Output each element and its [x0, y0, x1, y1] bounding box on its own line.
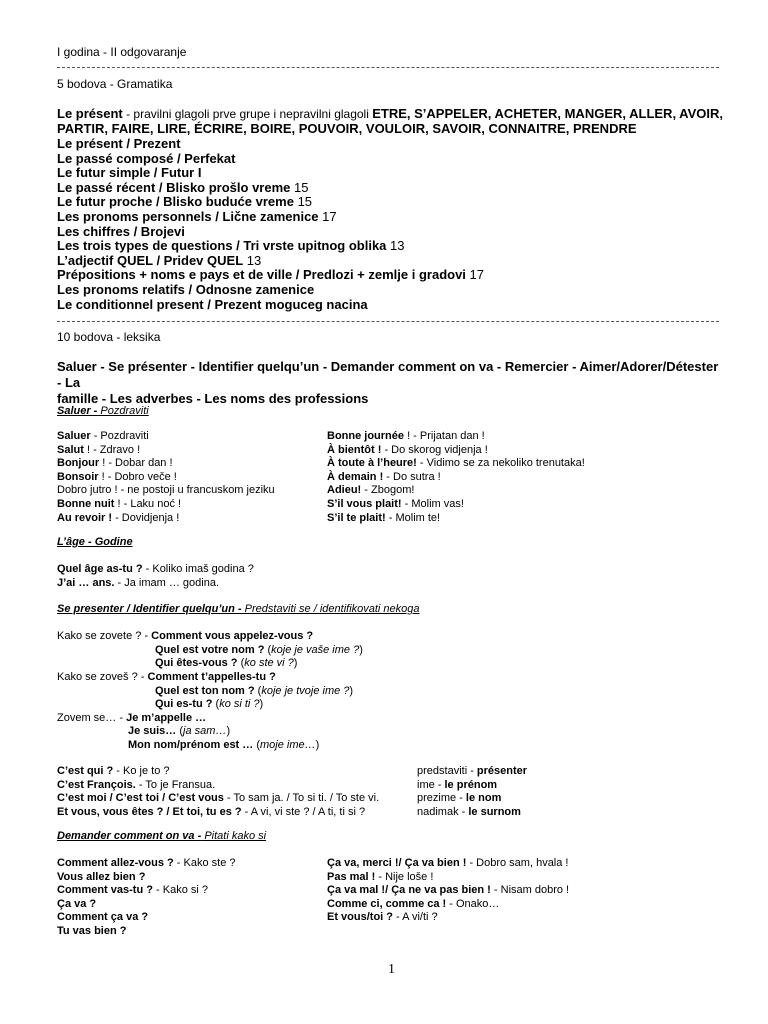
- commentva-title: Demander comment on va - Pitati kako si: [57, 830, 267, 842]
- lexicon-heading: 10 bodova - leksika: [57, 330, 161, 344]
- phrase-row: Bonjour ! - Dobar dan !: [57, 457, 173, 470]
- presenter-line: Kako se zoveš ? - Comment t’appelles-tu ?: [57, 671, 276, 683]
- phrase-row: Bonsoir ! - Dobro veče !: [57, 470, 177, 483]
- presenter-title: Se presenter / Identifier quelqu’un - Predstaviti se / identifikovati nekoga: [57, 603, 420, 615]
- phrase-row: À demain ! - Do sutra !: [327, 470, 441, 483]
- grammar-item: Le conditionnel present / Prezent moguceg nacina: [57, 296, 368, 312]
- grammar-item: Prépositions + noms e pays et de ville / Predlozi + zemlje i gradovi 17: [57, 267, 484, 283]
- phrase-row: C’est moi / C’est toi / C’est vous - To sam ja. / To si ti. / To ste vi.: [57, 792, 380, 805]
- grammar-item: Le futur simple / Futur I: [57, 165, 202, 181]
- vocab-row: predstaviti - présenter: [417, 765, 528, 777]
- phrase-row: Comme ci, comme ca ! - Onako…: [327, 897, 500, 910]
- grammar-item: Les chiffres / Brojevi: [57, 223, 185, 239]
- phrase-row: À bientôt ! - Do skorog vidjenja !: [327, 443, 488, 456]
- phrase-row: S’il vous plait! - Molim vas!: [327, 498, 464, 510]
- phrase-row: Ça va ?: [57, 897, 97, 910]
- age-line-2: J’ai … ans. - Ja imam … godina.: [57, 577, 220, 589]
- phrase-row: Ça va, merci !/ Ça va bien ! - Dobro sam, hvala !: [327, 857, 569, 869]
- saluer-title: Saluer - Pozdraviti: [57, 405, 149, 417]
- presenter-line: Quel est votre nom ? (koje je vaše ime ?): [155, 644, 363, 656]
- grammar-item: Le passé récent / Blisko prošlo vreme 15: [57, 179, 309, 195]
- presenter-line: Quel est ton nom ? (koje je tvoje ime ?): [155, 685, 354, 697]
- phrase-row: Adieu! - Zbogom!: [327, 484, 415, 497]
- presenter-line: Mon nom/prénom est … (moje ime…): [128, 739, 320, 751]
- presenter-line: Kako se zovete ? - Comment vous appelez-vous ?: [57, 630, 314, 642]
- phrase-row: Et vous/toi ? - A vi/ti ?: [327, 911, 438, 924]
- presenter-line: Je suis… (ja sam…): [128, 725, 231, 737]
- grammar-item: Les trois types de questions / Tri vrste upitnog oblika 13: [57, 238, 405, 254]
- grammar-item: L’adjectif QUEL / Pridev QUEL 13: [57, 252, 262, 268]
- phrase-row: C’est qui ? - Ko je to ?: [57, 765, 170, 777]
- phrase-row: Bonne journée ! - Prijatan dan !: [327, 430, 485, 442]
- phrase-row: Vous allez bien ?: [57, 870, 146, 883]
- presenter-line: Zovem se… - Je m’appelle …: [57, 712, 207, 724]
- grammar-line-2: PARTIR, FAIRE, LIRE, ÉCRIRE, BOIRE, POUVOIR, VOULOIR, SAVOIR, CONNAITRE, PRENDRE: [57, 121, 637, 136]
- phrase-row: Comment vas-tu ? - Kako si ?: [57, 884, 208, 897]
- phrase-row: Tu vas bien ?: [57, 925, 127, 937]
- phrase-row: C’est François. - To je Fransua.: [57, 778, 216, 791]
- presenter-line: Qui es-tu ? (ko si ti ?): [155, 698, 264, 710]
- phrase-row: Salut ! - Zdravo !: [57, 443, 141, 456]
- phrase-row: Comment allez-vous ? - Kako ste ?: [57, 857, 236, 869]
- vocab-row: prezime - le nom: [417, 792, 502, 805]
- phrase-row: Bonne nuit ! - Laku noć !: [57, 498, 182, 510]
- grammar-heading: 5 bodova - Gramatika: [57, 77, 173, 91]
- lexicon-topics: Saluer - Se présenter - Identifier quelqu’un - Demander comment on va - Remercier - Aimer/Adorer/Détester - La famille - Les adverbes - Les noms des professions: [57, 359, 719, 406]
- age-line-1: Quel âge as-tu ? - Koliko imaš godina ?: [57, 563, 254, 575]
- divider: [57, 67, 719, 68]
- grammar-item: Le présent / Prezent: [57, 136, 181, 151]
- grammar-item: Le futur proche / Blisko buduće vreme 15: [57, 194, 313, 210]
- phrase-row: Pas mal ! - Nije loše !: [327, 870, 434, 883]
- phrase-row: Saluer - Pozdraviti: [57, 430, 149, 442]
- vocab-row: ime - le prénom: [417, 778, 498, 791]
- phrase-row: Au revoir ! - Dovidjenja !: [57, 511, 180, 524]
- phrase-row: Et vous, vous êtes ? / Et toi, tu es ? - A vi, vi ste ? / A ti, ti si ?: [57, 805, 366, 818]
- document-title: I godina - II odgovaranje: [57, 45, 187, 59]
- phrase-row: Comment ça va ?: [57, 911, 149, 924]
- grammar-item: Le passé composé / Perfekat: [57, 150, 236, 166]
- phrase-row: Dobro jutro ! - ne postoji u francuskom jeziku: [57, 484, 275, 497]
- grammar-item: Les pronoms relatifs / Odnosne zamenice: [57, 282, 315, 297]
- divider: [57, 321, 719, 322]
- phrase-row: S’il te plait! - Molim te!: [327, 511, 441, 524]
- grammar-item: Les pronoms personnels / Lične zamenice 17: [57, 209, 337, 224]
- phrase-row: Ça va mal !/ Ça ne va pas bien ! - Nisam dobro !: [327, 884, 570, 897]
- phrase-row: À toute à l’heure! - Vidimo se za nekoliko trenutaka!: [327, 457, 585, 470]
- age-title: L’âge - Godine: [57, 536, 133, 548]
- vocab-row: nadimak - le surnom: [417, 805, 521, 818]
- presenter-line: Qui êtes-vous ? (ko ste vi ?): [155, 657, 298, 669]
- grammar-line-1: Le présent - pravilni glagoli prve grupe i nepravilni glagoli ETRE, S’APPELER, ACHETER, MANGER, ALLER, AVOIR,: [57, 106, 724, 121]
- page-number: 1: [388, 962, 395, 977]
